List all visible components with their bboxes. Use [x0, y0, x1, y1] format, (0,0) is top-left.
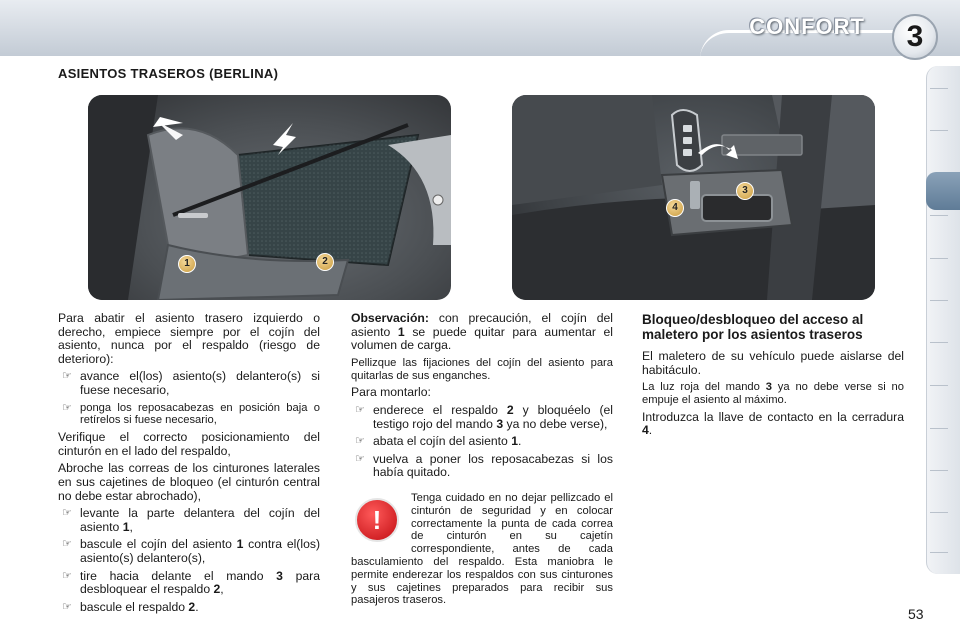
callout-2-badge: 2: [316, 253, 334, 271]
pointing-hand-icon: ☞: [355, 435, 365, 448]
step-item: ☞ levante la parte delantera del cojín del asiento 1,: [62, 506, 320, 534]
step-list-preparation: [58, 370, 320, 427]
observation-paragraph: Observación: con precaución, el cojín del asiento 1 se puede quitar para aumentar el volumen de carga.: [351, 311, 614, 353]
step-item: ☞ ponga los reposacabezas en posición baja o retírelos si fuese necesario,: [62, 401, 320, 427]
safety-warning: [351, 492, 613, 607]
tab-divider: [930, 215, 948, 216]
tab-divider: [930, 512, 948, 513]
observation-and-mounting: [351, 312, 613, 484]
callout-3-badge: 3: [736, 182, 754, 200]
pointing-hand-icon: ☞: [62, 370, 72, 383]
pointing-hand-icon: ☞: [355, 403, 365, 416]
tab-divider: [930, 130, 948, 131]
callout-4-badge: 4: [666, 199, 684, 217]
chapter-title: CONFORT: [749, 14, 865, 39]
callout-1-badge: 1: [178, 255, 196, 273]
pointing-hand-icon: ☞: [355, 452, 365, 465]
step-list-folding: [58, 507, 320, 614]
tab-divider: [930, 385, 948, 386]
trunk-access-section: [642, 312, 904, 442]
step-item: ☞ bascule el cojín del asiento 1 contra el(los) asiento(s) delantero(s),: [62, 537, 321, 565]
step-item: ☞ bascule el respaldo 2.: [62, 599, 199, 614]
pointing-hand-icon: ☞: [62, 538, 72, 551]
tab-divider: [930, 342, 948, 343]
rear-seat-photo: [88, 95, 451, 300]
tab-divider: [930, 258, 948, 259]
tab-divider: [930, 428, 948, 429]
red-light-paragraph: La luz roja del mando 3 ya no debe verse si no empuje el asiento al máximo.: [642, 381, 904, 406]
step-item: ☞ abata el cojín del asiento 1.: [355, 434, 522, 449]
pointing-hand-icon: ☞: [62, 600, 72, 613]
step-item: ☞ tire hacia delante el mando 3 para desbloquear el respaldo 2,: [62, 568, 321, 597]
intro-paragraph: Para abatir el asiento trasero izquierdo o derecho, empiece siempre por el cojín del asiento, nunca por el respaldo (riesgo de deterioro):: [58, 311, 320, 366]
step-item: ☞ avance el(los) asiento(s) delantero(s) si fuese necesario,: [62, 369, 320, 397]
warning-exclamation-icon: !: [355, 498, 399, 542]
trunk-isolation-paragraph: El maletero de su vehículo puede aislarse del habitáculo.: [642, 349, 904, 377]
pointing-hand-icon: ☞: [62, 569, 72, 582]
mounting-heading: Para montarlo:: [351, 385, 431, 400]
folding-instructions: [58, 312, 320, 618]
step-item: ☞ enderece el respaldo 2 y bloquéelo (el testigo rojo del mando 3 ya no debe verse),: [355, 402, 613, 431]
trunk-lock-illustration: [512, 95, 875, 300]
tab-divider: [930, 552, 948, 553]
rear-seat-illustration: [88, 95, 451, 300]
tab-divider: [930, 300, 948, 301]
tab-divider: [930, 470, 948, 471]
chapter-number: 3: [892, 14, 938, 60]
trunk-access-heading: Bloqueo/desbloqueo del acceso al maletero por los asientos traseros: [642, 312, 864, 342]
tab-divider: [930, 88, 948, 89]
warning-text: Tenga cuidado en no dejar pellizcado el cinturón de seguridad y en colocar correctamente la punta de cada correa de cinturón en su cajetín correspondiente, antes de cada basculamiento del respaldo. Esta maniobra le permite enderezar los respaldos con sus cinturones y sus cajetines preparados para recibir sus pasajeros traseros.: [351, 492, 613, 607]
pointing-hand-icon: ☞: [62, 507, 72, 520]
section-title: ASIENTOS TRASEROS (BERLINA): [58, 66, 279, 81]
key-insert-paragraph: Introduzca la llave de contacto en la cerradura 4.: [642, 409, 904, 438]
belt-check-paragraph: Verifique el correcto posicionamiento del cinturón en el lado del respaldo,: [58, 430, 320, 458]
page-number: 53: [908, 606, 924, 622]
active-chapter-tab[interactable]: [926, 172, 960, 210]
trunk-lock-photo: [512, 95, 875, 300]
cushion-removal-paragraph: Pellizque las fijaciones del cojín del asiento para quitarlas de sus enganches.: [351, 356, 613, 382]
step-item: ☞ vuelva a poner los reposacabezas si los había quitado.: [355, 451, 613, 480]
step-list-mounting: [351, 404, 613, 480]
belt-buckle-paragraph: Abroche las correas de los cinturones laterales en sus cajetines de bloqueo (el cinturón central no debe estar abrochado),: [58, 461, 320, 503]
pointing-hand-icon: ☞: [62, 401, 72, 414]
chapter-tab-strip: [926, 66, 960, 574]
